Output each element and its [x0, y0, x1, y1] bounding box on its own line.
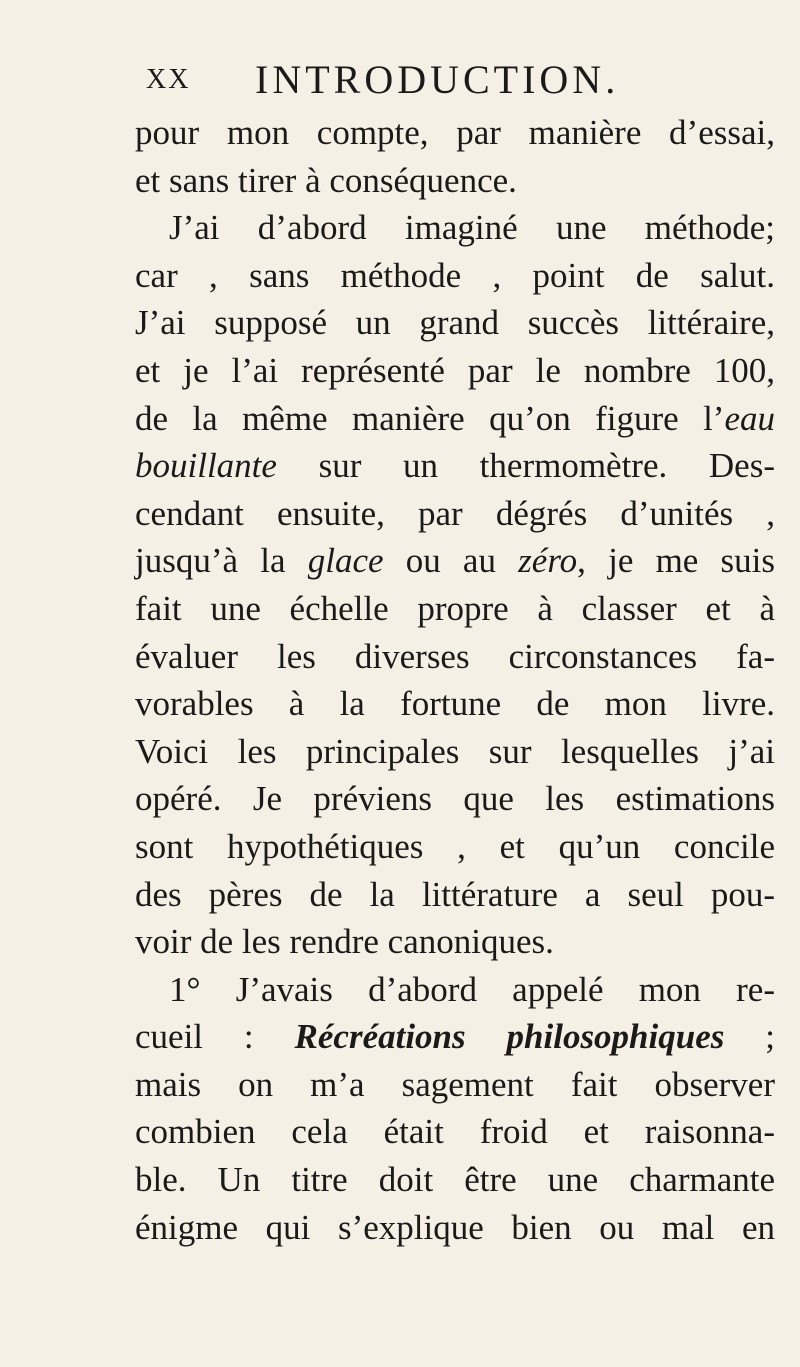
text-line: voir de les rendre canoniques.	[135, 922, 554, 962]
italic-title: Récréations philosophiques	[294, 1017, 725, 1057]
text-span: de la même manière qu’on figure l’	[135, 398, 725, 438]
text-line: énigme qui s’explique bien ou mal en	[135, 1207, 775, 1247]
text-line: vorables à la fortune de mon livre.	[135, 684, 775, 724]
italic-text: bouillante	[135, 446, 277, 486]
text-line: combien cela était froid et raisonna-	[135, 1112, 775, 1152]
running-head: INTRODUCTION.	[255, 57, 620, 102]
text-line: 1° J’avais d’abord appelé mon re-	[169, 969, 775, 1009]
page-number: XX	[146, 64, 191, 95]
text-line: J’ai d’abord imaginé une méthode;	[169, 208, 775, 248]
text-span: , je me suis	[577, 541, 776, 581]
text-line: J’ai supposé un grand succès littéraire,	[135, 303, 775, 343]
body-text	[135, 109, 775, 1251]
text-line: mais on m’a sagement fait observer	[135, 1064, 775, 1104]
page-header	[0, 56, 800, 106]
text-line: car , sans méthode , point de salut.	[135, 255, 775, 295]
text-line: cendant ensuite, par dégrés d’unités ,	[135, 493, 775, 533]
italic-text: eau	[724, 398, 775, 438]
text-line: ble. Un titre doit être une charmante	[135, 1160, 775, 1200]
text-line: pour mon compte, par manière d’essai,	[135, 113, 775, 152]
text-line: évaluer les diverses circonstances fa-	[135, 636, 775, 676]
text-line	[135, 1013, 775, 1061]
text-line: Voici les principales sur lesquelles j’ai	[135, 731, 775, 771]
text-line: sont hypothétiques , et qu’un concile	[135, 826, 775, 866]
text-line: opéré. Je préviens que les estimations	[135, 779, 775, 819]
italic-text: zéro	[518, 541, 578, 581]
text-span: jusqu’à la	[135, 541, 308, 581]
text-line	[135, 395, 775, 443]
text-span: ;	[724, 1017, 775, 1057]
text-span: sur un thermomètre. Des-	[276, 446, 775, 486]
text-span: cueil :	[135, 1017, 295, 1057]
text-line: des pères de la littérature a seul pou-	[135, 874, 775, 914]
text-line	[135, 537, 775, 585]
text-span: ou au	[383, 541, 519, 581]
italic-text: glace	[307, 541, 384, 581]
text-line	[135, 442, 775, 490]
text-line: fait une échelle propre à classer et à	[135, 588, 775, 628]
text-line: et sans tirer à conséquence.	[135, 160, 517, 200]
text-line: et je l’ai représenté par le nombre 100,	[135, 350, 775, 390]
